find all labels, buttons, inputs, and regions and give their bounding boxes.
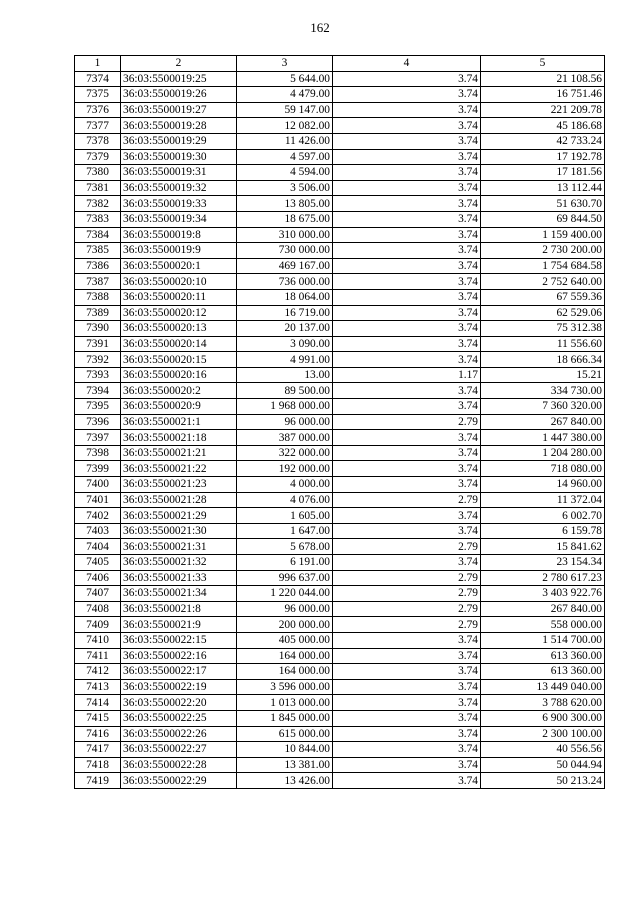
- area-cell: 13 805.00: [237, 196, 333, 212]
- rate-cell: 3.74: [333, 477, 481, 493]
- table-row: [75, 757, 605, 773]
- value-cell: 1 447 380.00: [481, 430, 605, 446]
- value-cell: 6 002.70: [481, 508, 605, 524]
- rate-cell: 3.74: [333, 87, 481, 103]
- row-number-cell: 7385: [75, 243, 121, 259]
- cadastral-number-cell: 36:03:5500021:33: [121, 570, 237, 586]
- table-row: [75, 570, 605, 586]
- value-cell: 16 751.46: [481, 87, 605, 103]
- cadastral-number-cell: 36:03:5500019:33: [121, 196, 237, 212]
- value-cell: 21 108.56: [481, 71, 605, 87]
- area-cell: 3 596 000.00: [237, 679, 333, 695]
- table-row: [75, 87, 605, 103]
- rate-cell: 3.74: [333, 773, 481, 789]
- row-number-cell: 7388: [75, 289, 121, 305]
- value-cell: 6 900 300.00: [481, 710, 605, 726]
- cadastral-number-cell: 36:03:5500022:27: [121, 742, 237, 758]
- rate-cell: 3.74: [333, 133, 481, 149]
- rate-cell: 3.74: [333, 289, 481, 305]
- table-row: [75, 555, 605, 571]
- table-row: [75, 336, 605, 352]
- table-row: [75, 289, 605, 305]
- value-cell: 613 360.00: [481, 664, 605, 680]
- rate-cell: 3.74: [333, 352, 481, 368]
- area-cell: 3 090.00: [237, 336, 333, 352]
- cadastral-number-cell: 36:03:5500020:14: [121, 336, 237, 352]
- rate-cell: 3.74: [333, 321, 481, 337]
- area-cell: 387 000.00: [237, 430, 333, 446]
- value-cell: 15.21: [481, 367, 605, 383]
- row-number-cell: 7376: [75, 102, 121, 118]
- cadastral-number-cell: 36:03:5500021:32: [121, 555, 237, 571]
- table-row: [75, 742, 605, 758]
- rate-cell: 2.79: [333, 586, 481, 602]
- cadastral-number-cell: 36:03:5500021:30: [121, 523, 237, 539]
- value-cell: 17 192.78: [481, 149, 605, 165]
- area-cell: 4 076.00: [237, 492, 333, 508]
- row-number-cell: 7386: [75, 258, 121, 274]
- area-cell: 1 220 044.00: [237, 586, 333, 602]
- area-cell: 1 968 000.00: [237, 399, 333, 415]
- cadastral-number-cell: 36:03:5500019:25: [121, 71, 237, 87]
- table-row: [75, 492, 605, 508]
- area-cell: 18 675.00: [237, 211, 333, 227]
- table-row: [75, 305, 605, 321]
- cadastral-number-cell: 36:03:5500020:2: [121, 383, 237, 399]
- row-number-cell: 7383: [75, 211, 121, 227]
- rate-cell: 3.74: [333, 227, 481, 243]
- rate-cell: 2.79: [333, 570, 481, 586]
- rate-cell: 2.79: [333, 601, 481, 617]
- area-cell: 1 647.00: [237, 523, 333, 539]
- cadastral-number-cell: 36:03:5500019:8: [121, 227, 237, 243]
- rate-cell: 3.74: [333, 757, 481, 773]
- column-header: 1: [75, 56, 121, 72]
- cadastral-number-cell: 36:03:5500020:1: [121, 258, 237, 274]
- cadastral-number-cell: 36:03:5500022:25: [121, 710, 237, 726]
- cadastral-number-cell: 36:03:5500021:8: [121, 601, 237, 617]
- cadastral-number-cell: 36:03:5500019:34: [121, 211, 237, 227]
- row-number-cell: 7400: [75, 477, 121, 493]
- row-number-cell: 7413: [75, 679, 121, 695]
- table-row: [75, 477, 605, 493]
- row-number-cell: 7394: [75, 383, 121, 399]
- area-cell: 13 381.00: [237, 757, 333, 773]
- value-cell: 17 181.56: [481, 165, 605, 181]
- area-cell: 16 719.00: [237, 305, 333, 321]
- rate-cell: 3.74: [333, 243, 481, 259]
- area-cell: 89 500.00: [237, 383, 333, 399]
- row-number-cell: 7411: [75, 648, 121, 664]
- row-number-cell: 7379: [75, 149, 121, 165]
- rate-cell: 1.17: [333, 367, 481, 383]
- table-row: [75, 71, 605, 87]
- rate-cell: 3.74: [333, 742, 481, 758]
- area-cell: 192 000.00: [237, 461, 333, 477]
- value-cell: 23 154.34: [481, 555, 605, 571]
- value-cell: 1 204 280.00: [481, 445, 605, 461]
- rate-cell: 3.74: [333, 555, 481, 571]
- rate-cell: 3.74: [333, 461, 481, 477]
- value-cell: 13 112.44: [481, 180, 605, 196]
- table-body: [75, 71, 605, 788]
- cadastral-number-cell: 36:03:5500019:30: [121, 149, 237, 165]
- value-cell: 45 186.68: [481, 118, 605, 134]
- area-cell: 322 000.00: [237, 445, 333, 461]
- value-cell: 6 159.78: [481, 523, 605, 539]
- cadastral-number-cell: 36:03:5500020:10: [121, 274, 237, 290]
- area-cell: 1 605.00: [237, 508, 333, 524]
- row-number-cell: 7403: [75, 523, 121, 539]
- rate-cell: 3.74: [333, 664, 481, 680]
- value-cell: 1 514 700.00: [481, 632, 605, 648]
- row-number-cell: 7377: [75, 118, 121, 134]
- row-number-cell: 7395: [75, 399, 121, 415]
- cadastral-number-cell: 36:03:5500019:32: [121, 180, 237, 196]
- cadastral-number-cell: 36:03:5500019:26: [121, 87, 237, 103]
- value-cell: 2 752 640.00: [481, 274, 605, 290]
- rate-cell: 3.74: [333, 648, 481, 664]
- value-cell: 267 840.00: [481, 414, 605, 430]
- area-cell: 164 000.00: [237, 664, 333, 680]
- cadastral-number-cell: 36:03:5500020:16: [121, 367, 237, 383]
- table-row: [75, 586, 605, 602]
- area-cell: 5 678.00: [237, 539, 333, 555]
- row-number-cell: 7418: [75, 757, 121, 773]
- value-cell: 3 788 620.00: [481, 695, 605, 711]
- table-row: [75, 445, 605, 461]
- area-cell: 200 000.00: [237, 617, 333, 633]
- row-number-cell: 7389: [75, 305, 121, 321]
- area-cell: 13 426.00: [237, 773, 333, 789]
- row-number-cell: 7415: [75, 710, 121, 726]
- rate-cell: 3.74: [333, 196, 481, 212]
- table-row: [75, 383, 605, 399]
- rate-cell: 2.79: [333, 539, 481, 555]
- cadastral-number-cell: 36:03:5500021:34: [121, 586, 237, 602]
- table-row: [75, 695, 605, 711]
- value-cell: 42 733.24: [481, 133, 605, 149]
- value-cell: 11 372.04: [481, 492, 605, 508]
- row-number-cell: 7375: [75, 87, 121, 103]
- table-row: [75, 102, 605, 118]
- table-row: [75, 414, 605, 430]
- table-row: [75, 133, 605, 149]
- rate-cell: 2.79: [333, 617, 481, 633]
- rate-cell: 3.74: [333, 165, 481, 181]
- row-number-cell: 7408: [75, 601, 121, 617]
- table-row: [75, 243, 605, 259]
- cadastral-number-cell: 36:03:5500019:29: [121, 133, 237, 149]
- value-cell: 267 840.00: [481, 601, 605, 617]
- table-row: [75, 508, 605, 524]
- area-cell: 3 506.00: [237, 180, 333, 196]
- page-number: 162: [310, 20, 330, 35]
- row-number-cell: 7405: [75, 555, 121, 571]
- area-cell: 4 000.00: [237, 477, 333, 493]
- value-cell: 62 529.06: [481, 305, 605, 321]
- cadastral-number-cell: 36:03:5500022:29: [121, 773, 237, 789]
- area-cell: 96 000.00: [237, 414, 333, 430]
- column-header: 4: [333, 56, 481, 72]
- value-cell: 67 559.36: [481, 289, 605, 305]
- row-number-cell: 7398: [75, 445, 121, 461]
- table-row: [75, 648, 605, 664]
- value-cell: 50 044.94: [481, 757, 605, 773]
- cadastral-number-cell: 36:03:5500020:9: [121, 399, 237, 415]
- value-cell: 2 780 617.23: [481, 570, 605, 586]
- column-header: 2: [121, 56, 237, 72]
- value-cell: 51 630.70: [481, 196, 605, 212]
- cadastral-number-cell: 36:03:5500021:29: [121, 508, 237, 524]
- area-cell: 59 147.00: [237, 102, 333, 118]
- table-row: [75, 274, 605, 290]
- row-number-cell: 7391: [75, 336, 121, 352]
- cadastral-number-cell: 36:03:5500020:12: [121, 305, 237, 321]
- table-row: [75, 632, 605, 648]
- cadastral-number-cell: 36:03:5500019:31: [121, 165, 237, 181]
- column-header: 5: [481, 56, 605, 72]
- table-row: [75, 227, 605, 243]
- row-number-cell: 7412: [75, 664, 121, 680]
- rate-cell: 3.74: [333, 118, 481, 134]
- table-row: [75, 523, 605, 539]
- area-cell: 1 845 000.00: [237, 710, 333, 726]
- cadastral-number-cell: 36:03:5500022:26: [121, 726, 237, 742]
- rate-cell: 3.74: [333, 149, 481, 165]
- table-row: [75, 352, 605, 368]
- cadastral-number-cell: 36:03:5500022:17: [121, 664, 237, 680]
- area-cell: 4 597.00: [237, 149, 333, 165]
- value-cell: 40 556.56: [481, 742, 605, 758]
- table-row: [75, 430, 605, 446]
- cadastral-number-cell: 36:03:5500022:19: [121, 679, 237, 695]
- row-number-cell: 7406: [75, 570, 121, 586]
- table-row: [75, 710, 605, 726]
- table-row: [75, 165, 605, 181]
- rate-cell: 3.74: [333, 679, 481, 695]
- cadastral-number-cell: 36:03:5500022:28: [121, 757, 237, 773]
- area-cell: 6 191.00: [237, 555, 333, 571]
- cadastral-number-cell: 36:03:5500021:9: [121, 617, 237, 633]
- rate-cell: 3.74: [333, 383, 481, 399]
- row-number-cell: 7402: [75, 508, 121, 524]
- cadastral-number-cell: 36:03:5500021:18: [121, 430, 237, 446]
- cadastral-number-cell: 36:03:5500021:1: [121, 414, 237, 430]
- row-number-cell: 7397: [75, 430, 121, 446]
- area-cell: 736 000.00: [237, 274, 333, 290]
- table-row: [75, 461, 605, 477]
- value-cell: 13 449 040.00: [481, 679, 605, 695]
- value-cell: 2 730 200.00: [481, 243, 605, 259]
- cadastral-number-cell: 36:03:5500020:11: [121, 289, 237, 305]
- row-number-cell: 7381: [75, 180, 121, 196]
- row-number-cell: 7407: [75, 586, 121, 602]
- cadastral-number-cell: 36:03:5500022:20: [121, 695, 237, 711]
- row-number-cell: 7410: [75, 632, 121, 648]
- row-number-cell: 7374: [75, 71, 121, 87]
- cadastral-number-cell: 36:03:5500022:16: [121, 648, 237, 664]
- table-row: [75, 180, 605, 196]
- rate-cell: 3.74: [333, 726, 481, 742]
- row-number-cell: 7417: [75, 742, 121, 758]
- value-cell: 334 730.00: [481, 383, 605, 399]
- area-cell: 11 426.00: [237, 133, 333, 149]
- row-number-cell: 7387: [75, 274, 121, 290]
- table-row: [75, 367, 605, 383]
- cadastral-number-cell: 36:03:5500021:22: [121, 461, 237, 477]
- cadastral-number-cell: 36:03:5500020:13: [121, 321, 237, 337]
- row-number-cell: 7404: [75, 539, 121, 555]
- rate-cell: 3.74: [333, 508, 481, 524]
- area-cell: 10 844.00: [237, 742, 333, 758]
- row-number-cell: 7378: [75, 133, 121, 149]
- value-cell: 14 960.00: [481, 477, 605, 493]
- rate-cell: 3.74: [333, 180, 481, 196]
- cadastral-number-cell: 36:03:5500019:28: [121, 118, 237, 134]
- value-cell: 613 360.00: [481, 648, 605, 664]
- row-number-cell: 7399: [75, 461, 121, 477]
- table-row: [75, 258, 605, 274]
- cadastral-number-cell: 36:03:5500019:27: [121, 102, 237, 118]
- column-header: 3: [237, 56, 333, 72]
- area-cell: 12 082.00: [237, 118, 333, 134]
- row-number-cell: 7414: [75, 695, 121, 711]
- table-row: [75, 118, 605, 134]
- cadastral-number-cell: 36:03:5500021:21: [121, 445, 237, 461]
- area-cell: 615 000.00: [237, 726, 333, 742]
- rate-cell: 3.74: [333, 523, 481, 539]
- rate-cell: 2.79: [333, 492, 481, 508]
- area-cell: 996 637.00: [237, 570, 333, 586]
- cadastral-number-cell: 36:03:5500021:28: [121, 492, 237, 508]
- value-cell: 50 213.24: [481, 773, 605, 789]
- row-number-cell: 7401: [75, 492, 121, 508]
- table-row: [75, 539, 605, 555]
- rate-cell: 3.74: [333, 102, 481, 118]
- cadastral-number-cell: 36:03:5500021:31: [121, 539, 237, 555]
- rate-cell: 3.74: [333, 305, 481, 321]
- table-row: [75, 399, 605, 415]
- cadastral-number-cell: 36:03:5500020:15: [121, 352, 237, 368]
- value-cell: 69 844.50: [481, 211, 605, 227]
- table-row: [75, 773, 605, 789]
- row-number-cell: 7416: [75, 726, 121, 742]
- area-cell: 18 064.00: [237, 289, 333, 305]
- row-number-cell: 7384: [75, 227, 121, 243]
- value-cell: 1 754 684.58: [481, 258, 605, 274]
- cadastral-number-cell: 36:03:5500022:15: [121, 632, 237, 648]
- area-cell: 405 000.00: [237, 632, 333, 648]
- cadastral-number-cell: 36:03:5500021:23: [121, 477, 237, 493]
- rate-cell: 3.74: [333, 695, 481, 711]
- area-cell: 96 000.00: [237, 601, 333, 617]
- value-cell: 3 403 922.76: [481, 586, 605, 602]
- table-row: [75, 664, 605, 680]
- value-cell: 18 666.34: [481, 352, 605, 368]
- row-number-cell: 7419: [75, 773, 121, 789]
- rate-cell: 3.74: [333, 336, 481, 352]
- table-row: [75, 617, 605, 633]
- value-cell: 11 556.60: [481, 336, 605, 352]
- value-cell: 221 209.78: [481, 102, 605, 118]
- rate-cell: 2.79: [333, 414, 481, 430]
- value-cell: 558 000.00: [481, 617, 605, 633]
- rate-cell: 3.74: [333, 430, 481, 446]
- area-cell: 4 991.00: [237, 352, 333, 368]
- value-cell: 2 300 100.00: [481, 726, 605, 742]
- table-row: [75, 149, 605, 165]
- area-cell: 4 594.00: [237, 165, 333, 181]
- row-number-cell: 7382: [75, 196, 121, 212]
- area-cell: 5 644.00: [237, 71, 333, 87]
- rate-cell: 3.74: [333, 399, 481, 415]
- area-cell: 164 000.00: [237, 648, 333, 664]
- rate-cell: 3.74: [333, 211, 481, 227]
- area-cell: 4 479.00: [237, 87, 333, 103]
- table-row: [75, 196, 605, 212]
- row-number-cell: 7380: [75, 165, 121, 181]
- row-number-cell: 7396: [75, 414, 121, 430]
- rate-cell: 3.74: [333, 274, 481, 290]
- rate-cell: 3.74: [333, 710, 481, 726]
- value-cell: 75 312.38: [481, 321, 605, 337]
- value-cell: 15 841.62: [481, 539, 605, 555]
- table-row: [75, 321, 605, 337]
- area-cell: 730 000.00: [237, 243, 333, 259]
- area-cell: 20 137.00: [237, 321, 333, 337]
- row-number-cell: 7390: [75, 321, 121, 337]
- value-cell: 1 159 400.00: [481, 227, 605, 243]
- rate-cell: 3.74: [333, 445, 481, 461]
- area-cell: 310 000.00: [237, 227, 333, 243]
- area-cell: 13.00: [237, 367, 333, 383]
- rate-cell: 3.74: [333, 258, 481, 274]
- table-row: [75, 601, 605, 617]
- table-row: [75, 726, 605, 742]
- value-cell: 7 360 320.00: [481, 399, 605, 415]
- rate-cell: 3.74: [333, 71, 481, 87]
- data-table: [74, 55, 605, 789]
- area-cell: 469 167.00: [237, 258, 333, 274]
- cadastral-number-cell: 36:03:5500019:9: [121, 243, 237, 259]
- table-row: [75, 679, 605, 695]
- row-number-cell: 7392: [75, 352, 121, 368]
- value-cell: 718 080.00: [481, 461, 605, 477]
- row-number-cell: 7393: [75, 367, 121, 383]
- table-row: [75, 211, 605, 227]
- row-number-cell: 7409: [75, 617, 121, 633]
- rate-cell: 3.74: [333, 632, 481, 648]
- area-cell: 1 013 000.00: [237, 695, 333, 711]
- header-row: [75, 56, 605, 72]
